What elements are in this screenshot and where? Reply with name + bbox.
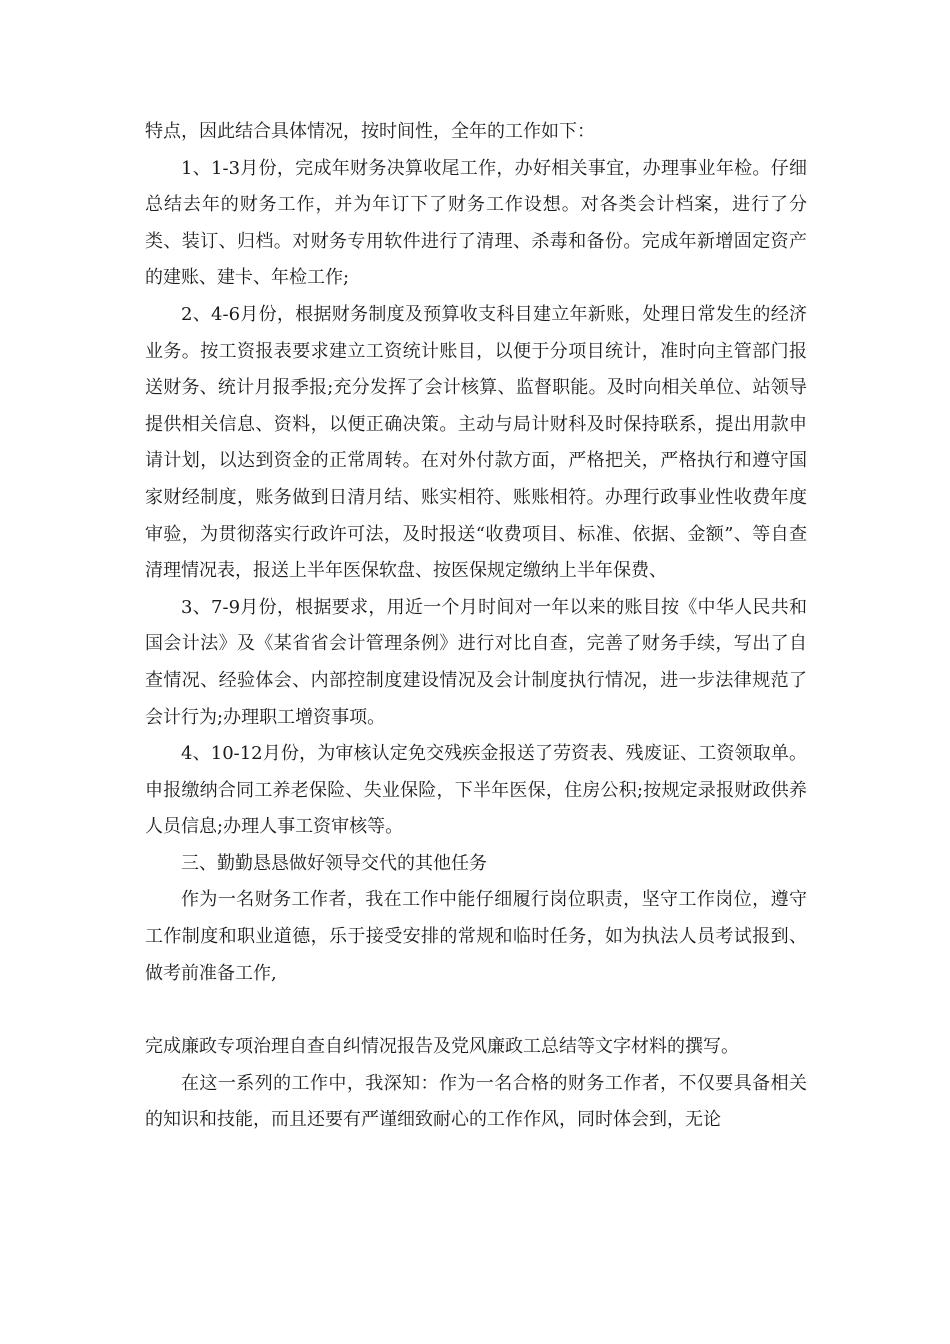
paragraph-q1: 1、1-3月份，完成年财务决算收尾工作，办好相关事宜，办理事业年检。仔细总结去年的财务工作，并为年订下了财务工作设想。对各类会计档案，进行了分类、装订、归档。对财务专用软件进行了清理、杀毒和备份。完成年新增固定资产的建账、建卡、年检工作; [145, 157, 807, 289]
section-heading-other-tasks: 三、勤勤恳恳做好领导交代的其他任务 [181, 852, 487, 874]
document-body [145, 114, 807, 1139]
paragraph-reflection: 在这一系列的工作中，我深知：作为一名合格的财务工作者，不仅要具备相关的知识和技能，而且还要有严谨细致耐心的工作作风，同时体会到，无论 [145, 1072, 807, 1131]
paragraph-duties: 作为一名财务工作者，我在工作中能仔细履行岗位职责，坚守工作岗位，遵守工作制度和职业道德，乐于接受安排的常规和临时任务，如为执法人员考试报到、做考前准备工作, [145, 889, 807, 984]
paragraph-q3: 3、7-9月份，根据要求，用近一个月时间对一年以来的账目按《中华人民共和国会计法》及《某省省会计管理条例》进行对比自查，完善了财务手续，写出了自查情况、经验体会、内部控制度建设情况及会计制度执行情况，进一步法律规范了会计行为;办理职工增资事项。 [145, 596, 807, 728]
paragraph-q4: 4、10-12月份，为审核认定免交残疾金报送了劳资表、残废证、工资领取单。申报缴纳合同工养老保险、失业保险，下半年医保，住房公积;按规定录报财政供养人员信息;办理人事工资审核等。 [145, 743, 807, 838]
paragraph-intro: 特点，因此结合具体情况，按时间性，全年的工作如下： [145, 121, 595, 142]
paragraph-integrity-report: 完成廉政专项治理自查自纠情况报告及党风廉政工总结等文字材料的撰写。 [145, 1036, 739, 1058]
paragraph-q2: 2、4-6月份，根据财务制度及预算收支科目建立年新账，处理日常发生的经济业务。按工资报表要求建立工资统计账目，以便于分项目统计，准时向主管部门报送财务、统计月报季报;充分发挥了会计核算、监督职能。及时向相关单位、站领导提供相关信息、资料，以便正确决策。主动与局计财科及时保持联系，提出用款申请计划，以达到资金的正常周转。在对外付款方面，严格把关，严格执行和遵守国家财经制度，账务做到日清月结、账实相符、账账相符。办理行政事业性收费年度审验，为贯彻落实行政许可法，及时报送“收费项目、标准、依据、金额”、等自查清理情况表，报送上半年医保软盘、按医保规定缴纳上半年保费、 [145, 303, 807, 582]
